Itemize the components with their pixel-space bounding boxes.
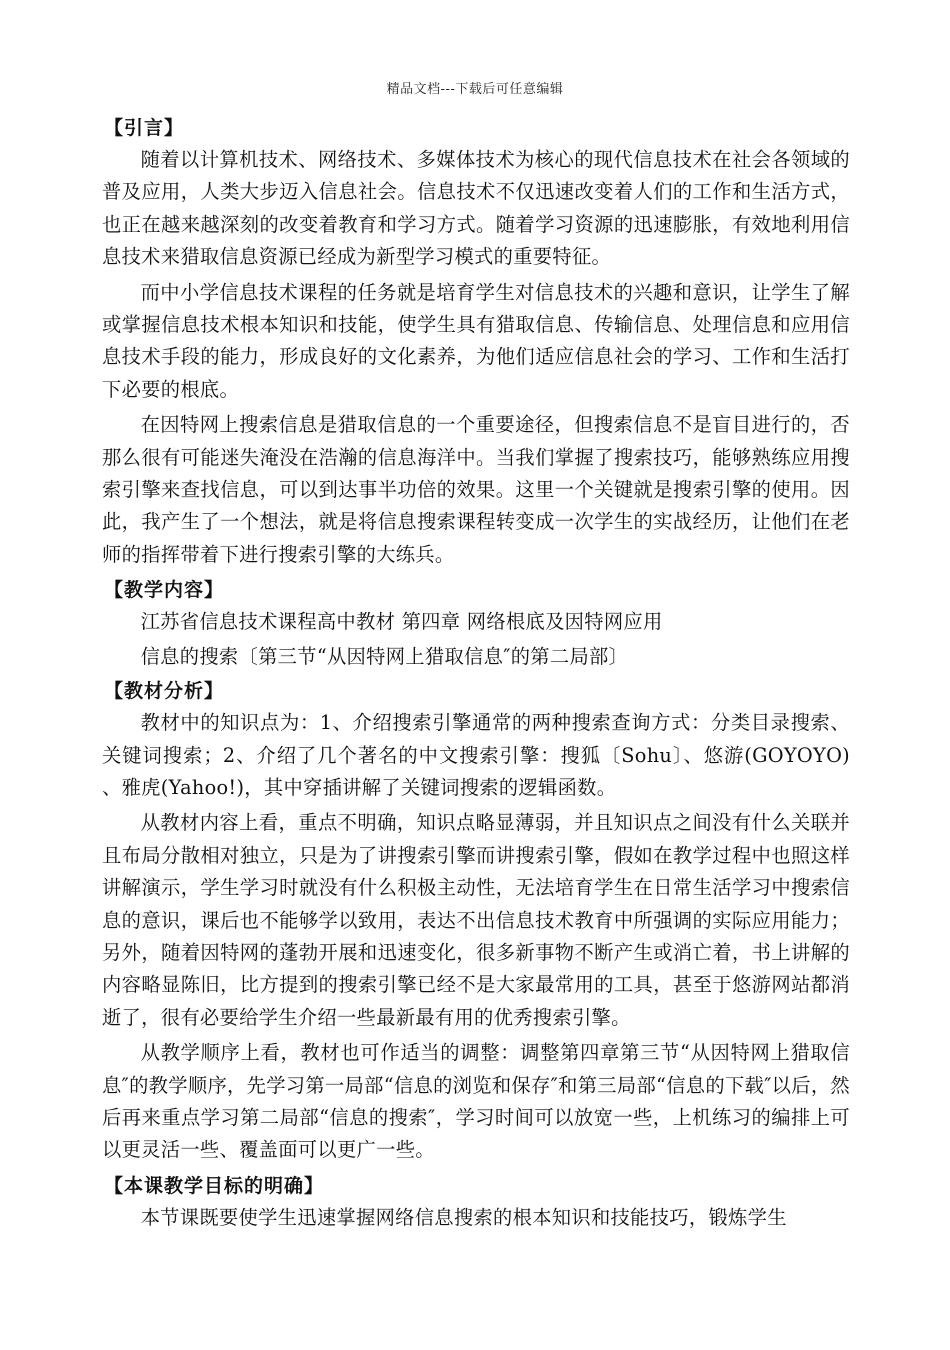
paragraph: 从教学顺序上看，教材也可作适当的调整：调整第四章第三节“从因特网上猎取信息″的教学顺序，先学习第一局部“信息的浏览和保存″和第三局部“信息的下载″以后，然后再来重点学习第二局部“信息的搜索″，学习时间可以放宽一些，上机练习的编排上可以更灵活一些、覆盖面可以更广一些。 bbox=[102, 1041, 850, 1162]
section-heading: 【本课教学目标的明确】 bbox=[104, 1174, 325, 1197]
page-header: 精品文档---下载后可任意编辑 bbox=[386, 82, 564, 97]
section-teaching-objectives bbox=[102, 1170, 850, 1234]
paragraph: 教材中的知识点为：1、介绍搜索引擎通常的两种搜索查询方式：分类目录搜索、关键词搜索；2、介绍了几个著名的中文搜索引擎：搜狐〔Sohu〕、悠游(GOYOYO) 、雅虎(Yahoo!)，其中穿插讲解了关键词搜索的逻辑函数。 bbox=[102, 711, 850, 799]
section-heading: 【教材分析】 bbox=[104, 680, 225, 703]
paragraph: 信息的搜索〔第三节“从因特网上猎取信息″的第二局部〕 bbox=[140, 644, 629, 668]
paragraph: 从教材内容上看，重点不明确，知识点略显薄弱，并且知识点之间没有什么关联并且布局分散相对独立，只是为了讲搜索引擎而讲搜索引擎，假如在教学过程中也照这样讲解演示，学生学习时就没有什么积极主动性，无法培育学生在日常生活学习中搜索信息的意识，课后也不能够学以致用，表达不出信息技术教育中所强调的实际应用能力；另外，随着因特网的蓬勃开展和迅速变化，很多新事物不断产生或消亡着，书上讲解的内容略显陈旧，比方提到的搜索引擎已经不是大家最常用的工具，甚至于悠游网站都消逝了，很有必要给学生介绍一些最新最有用的优秀搜索引擎。 bbox=[102, 811, 850, 1029]
section-introduction bbox=[102, 112, 850, 571]
section-heading: 【引言】 bbox=[104, 117, 185, 139]
paragraph: 本节课既要使学生迅速掌握网络信息搜索的根本知识和技能技巧，锻炼学生 bbox=[140, 1205, 787, 1229]
paragraph: 而中小学信息技术课程的任务就是培育学生对信息技术的兴趣和意识，让学生了解或掌握信息技术根本知识和技能，使学生具有猎取信息、传输信息、处理信息和应用信息技术手段的能力，形成良好的文化素养，为他们适应信息社会的学习、工作和生活打下必要的根底。 bbox=[102, 280, 850, 401]
paragraph: 随着以计算机技术、网络技术、多媒体技术为核心的现代信息技术在社会各领域的普及应用，人类大步迈入信息社会。信息技术不仅迅速改变着人们的工作和生活方式，也正在越来越深刻的改变着教育和学习方式。随着学习资源的迅速膨胀，有效地利用信息技术来猎取信息资源已经成为新型学习模式的重要特征。 bbox=[102, 148, 850, 269]
paragraph: 在因特网上搜索信息是猎取信息的一个重要途径，但搜索信息不是盲目进行的，否那么很有可能迷失淹没在浩瀚的信息海洋中。当我们掌握了搜索技巧，能够熟练应用搜索引擎来查找信息，可以到达事半功倍的效果。这里一个关键就是搜索引擎的使用。因此，我产生了一个想法，就是将信息搜索课程转变成一次学生的实战经历，让他们在老师的指挥带着下进行搜索引擎的大练兵。 bbox=[102, 413, 850, 566]
document-body bbox=[102, 112, 850, 1237]
section-heading: 【教学内容】 bbox=[104, 579, 225, 602]
section-textbook-analysis bbox=[102, 675, 850, 1167]
section-teaching-content bbox=[102, 574, 850, 673]
paragraph: 江苏省信息技术课程高中教材 第四章 网络根底及因特网应用 bbox=[140, 610, 663, 634]
